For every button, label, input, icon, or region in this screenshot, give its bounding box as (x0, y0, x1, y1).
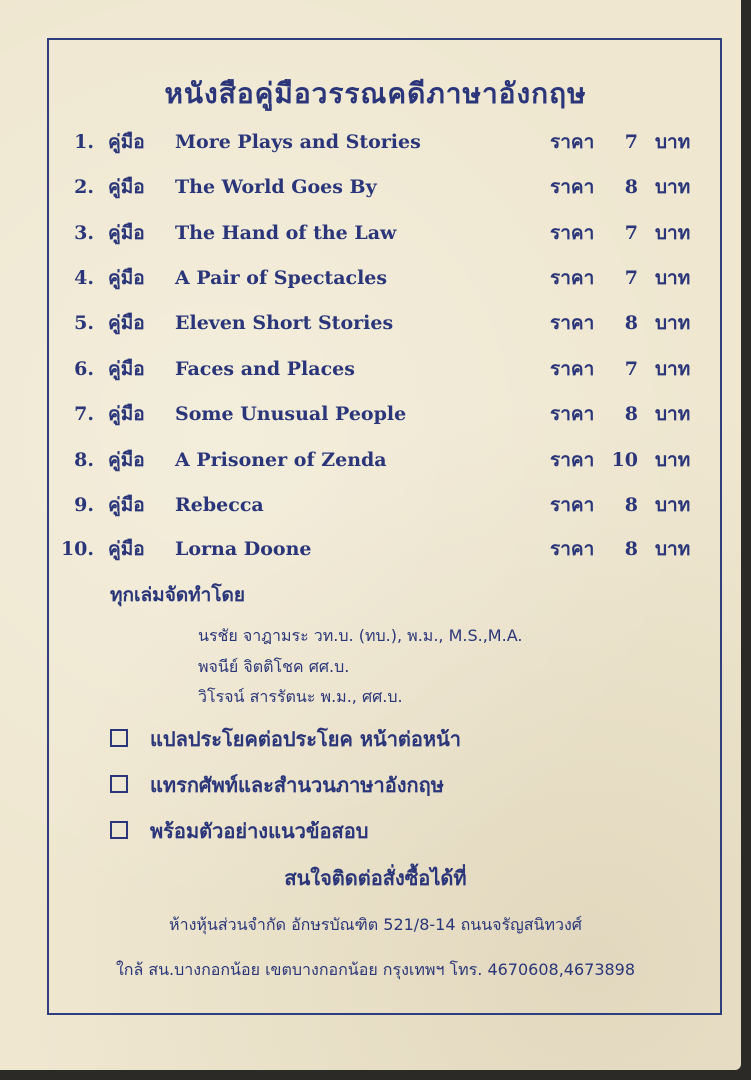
book-row (0, 170, 751, 204)
guide-label: คู่มือ (108, 358, 145, 380)
book-row (0, 352, 751, 386)
currency-label: บาท (655, 176, 691, 198)
guide-label: คู่มือ (108, 222, 145, 244)
currency-label: บาท (655, 358, 691, 380)
currency-label: บาท (655, 403, 691, 425)
book-price: 7 (624, 267, 638, 289)
book-title: Eleven Short Stories (175, 312, 394, 334)
book-title: The World Goes By (175, 176, 377, 198)
feature-text: แปลประโยคต่อประโยค หน้าต่อหน้า (150, 727, 462, 751)
currency-label: บาท (655, 538, 691, 560)
book-title: Some Unusual People (175, 403, 407, 425)
currency-label: บาท (655, 494, 691, 516)
book-row (0, 443, 751, 477)
author-1: นรชัย จาฎามระ วท.บ. (ทบ.), พ.ม., M.S.,M.A. (198, 626, 523, 645)
feature-item (110, 723, 461, 755)
guide-label: คู่มือ (108, 267, 145, 289)
made-by-label: ทุกเล่มจัดทำโดย (110, 584, 246, 606)
book-number: 4. (74, 267, 94, 289)
page-title: หนังสือคู่มือวรรณคดีภาษาอังกฤษ (164, 77, 587, 110)
price-label: ราคา (550, 538, 595, 560)
price-label: ราคา (550, 449, 595, 471)
book-number: 2. (74, 176, 94, 198)
book-number: 3. (74, 222, 94, 244)
book-price: 8 (624, 538, 638, 560)
checkbox-icon (110, 775, 128, 793)
book-title: Lorna Doone (175, 538, 312, 560)
book-title: A Pair of Spectacles (175, 267, 388, 289)
book-row (0, 397, 751, 431)
feature-text: แทรกศัพท์และสำนวนภาษาอังกฤษ (150, 773, 444, 797)
currency-label: บาท (655, 449, 691, 471)
price-label: ราคา (550, 494, 595, 516)
address-line-1: ห้างหุ้นส่วนจำกัด อักษรบัณฑิต 521/8-14 ถนนจรัญสนิทวงศ์ (169, 915, 582, 934)
book-title: A Prisoner of Zenda (175, 449, 387, 471)
book-price: 7 (624, 131, 638, 153)
guide-label: คู่มือ (108, 403, 145, 425)
guide-label: คู่มือ (108, 176, 145, 198)
checkbox-icon (110, 821, 128, 839)
currency-label: บาท (655, 131, 691, 153)
price-label: ราคา (550, 358, 595, 380)
checkbox-icon (110, 729, 128, 747)
guide-label: คู่มือ (108, 131, 145, 153)
price-label: ราคา (550, 312, 595, 334)
book-number: 9. (74, 494, 94, 516)
book-price: 7 (624, 222, 638, 244)
guide-label: คู่มือ (108, 449, 145, 471)
book-title: Rebecca (175, 494, 264, 516)
price-label: ราคา (550, 131, 595, 153)
price-label: ราคา (550, 176, 595, 198)
book-row (0, 532, 751, 566)
book-row (0, 216, 751, 250)
feature-text: พร้อมตัวอย่างแนวข้อสอบ (150, 819, 369, 843)
contact-heading: สนใจติดต่อสั่งซื้อได้ที่ (284, 866, 467, 890)
book-number: 10. (60, 538, 94, 560)
book-title: More Plays and Stories (175, 131, 421, 153)
guide-label: คู่มือ (108, 494, 145, 516)
feature-item (110, 815, 368, 847)
book-number: 1. (74, 131, 94, 153)
book-price: 10 (611, 449, 638, 471)
book-number: 7. (74, 403, 94, 425)
price-label: ราคา (550, 222, 595, 244)
price-label: ราคา (550, 267, 595, 289)
currency-label: บาท (655, 312, 691, 334)
book-row (0, 488, 751, 522)
book-number: 6. (74, 358, 94, 380)
book-price: 7 (624, 358, 638, 380)
book-price: 8 (624, 176, 638, 198)
book-title: The Hand of the Law (175, 222, 397, 244)
currency-label: บาท (655, 222, 691, 244)
guide-label: คู่มือ (108, 312, 145, 334)
book-price: 8 (624, 403, 638, 425)
book-title: Faces and Places (175, 358, 355, 380)
book-price: 8 (624, 312, 638, 334)
price-label: ราคา (550, 403, 595, 425)
author-2: พจนีย์ จิตติโชค ศศ.บ. (198, 657, 350, 676)
currency-label: บาท (655, 267, 691, 289)
feature-item (110, 769, 444, 801)
book-row (0, 125, 751, 159)
book-row (0, 261, 751, 295)
book-number: 5. (74, 312, 94, 334)
book-price: 8 (624, 494, 638, 516)
book-number: 8. (74, 449, 94, 471)
guide-label: คู่มือ (108, 538, 145, 560)
author-3: วิโรจน์ สารรัตนะ พ.ม., ศศ.บ. (198, 687, 403, 706)
book-row (0, 306, 751, 340)
address-line-2: ใกล้ สน.บางกอกน้อย เขตบางกอกน้อย กรุงเทพฯ โทร. 4670608,4673898 (115, 960, 636, 979)
